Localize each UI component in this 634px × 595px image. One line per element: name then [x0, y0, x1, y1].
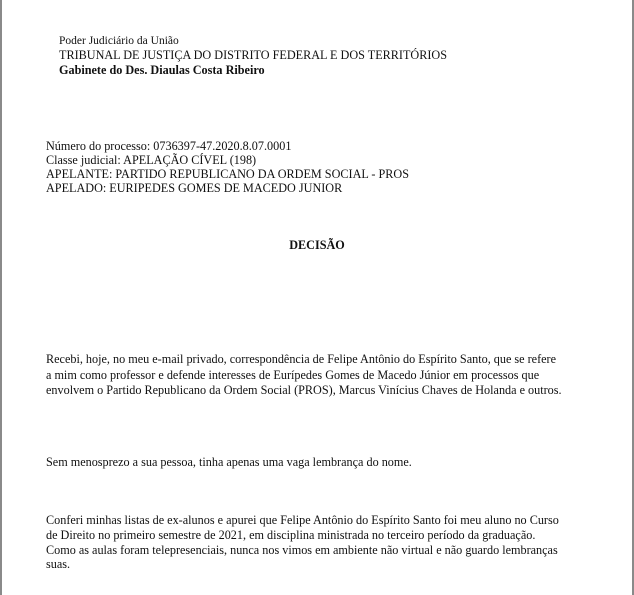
header-gabinete: Gabinete do Des. Diaulas Costa Ribeiro: [59, 63, 265, 77]
case-number: Número do processo: 0736397-47.2020.8.07.0001: [46, 139, 292, 153]
case-class: Classe judicial: APELAÇÃO CÍVEL (198): [46, 153, 257, 167]
paragraph-1-line-3: envolvem o Partido Republicano da Ordem Social (PROS), Marcus Vinícius Chaves de Holanda e outros.: [46, 383, 562, 397]
paragraph-3-line-4: suas.: [46, 557, 71, 571]
paragraph-3-line-2: de Direito no primeiro semestre de 2021, em disciplina ministrada no terceiro período da graduação.: [46, 528, 536, 542]
page-left-edge: [0, 0, 2, 595]
paragraph-1-line-2: a mim como professor e defende interesses de Eurípedes Gomes de Macedo Júnior em processos que: [46, 368, 540, 382]
header-court-power: Poder Judiciário da União: [59, 35, 179, 47]
paragraph-3-line-1: Conferi minhas listas de ex-alunos e apurei que Felipe Antônio do Espírito Santo foi meu aluno no Curso: [46, 513, 559, 527]
paragraph-3-line-3: Como as aulas foram telepresenciais, nunca nos vimos em ambiente não virtual e não guardo lembranças: [46, 543, 558, 557]
case-appellee: APELADO: EURIPEDES GOMES DE MACEDO JUNIOR: [46, 181, 343, 195]
paragraph-1-line-1: Recebi, hoje, no meu e-mail privado, correspondência de Felipe Antônio do Espírito Santo, que se refere: [46, 352, 557, 366]
case-appellant: APELANTE: PARTIDO REPUBLICANO DA ORDEM SOCIAL - PROS: [46, 167, 410, 181]
paragraph-2-line-1: Sem menosprezo a sua pessoa, tinha apenas uma vaga lembrança do nome.: [46, 455, 412, 469]
header-tribunal: TRIBUNAL DE JUSTIÇA DO DISTRITO FEDERAL E DOS TERRITÓRIOS: [59, 48, 447, 62]
document-title: DECISÃO: [289, 238, 345, 252]
